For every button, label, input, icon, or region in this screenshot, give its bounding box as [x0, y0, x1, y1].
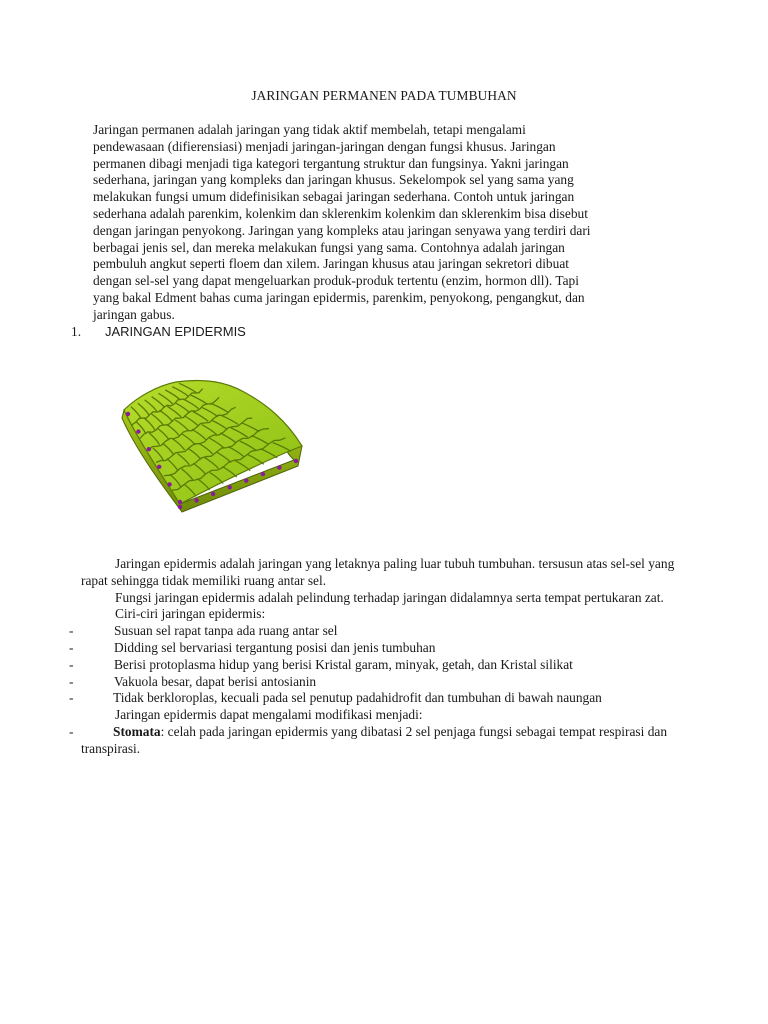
list-item-text: Didding sel bervariasi tergantung posisi dan jenis tumbuhan — [114, 639, 436, 655]
list-item-text: Tidak berkloroplas, kecuali pada sel penutup padahidrofit dan tumbuhan di bawah naungan — [113, 690, 602, 706]
intro-line: permanen dibagi menjadi tiga kategori tergantung struktur dan fungsinya. Yakni jaringan — [93, 155, 569, 171]
cell-nucleus — [178, 500, 182, 504]
cell-nucleus — [147, 447, 151, 451]
paragraph-characteristics-intro: Ciri-ciri jaringan epidermis: — [115, 606, 266, 622]
list-item-stomata — [69, 723, 681, 758]
bullet-marker: - — [69, 690, 74, 706]
intro-line: berbagai jenis sel, dan mereka melakukan fungsi yang sama. Contohnya adalah jaringan — [93, 239, 565, 255]
cell-nucleus — [136, 429, 140, 433]
list-item — [69, 623, 681, 640]
cell-nucleus — [261, 472, 265, 476]
list-item — [69, 673, 681, 691]
cell-nucleus — [126, 412, 130, 416]
list-item-text: Susuan sel rapat tanpa ada ruang antar sel — [114, 623, 338, 639]
intro-line: Jaringan permanen adalah jaringan yang tidak aktif membelah, tetapi mengalami — [93, 122, 526, 137]
list-item — [69, 656, 681, 674]
cell-nucleus — [178, 505, 182, 509]
paragraph-definition: Jaringan epidermis adalah jaringan yang letaknya paling luar tubuh tumbuhan. tersusun atas sel-sel yang rapat sehingga tidak memiliki ruang antar sel. — [81, 556, 675, 588]
bullet-marker: - — [69, 723, 74, 739]
list-item — [69, 690, 681, 707]
intro-line: melakukan fungsi umum didefinisikan sebagai jaringan sederhana. Contoh untuk jaringan — [93, 189, 575, 205]
intro-line: sederhana, jaringan yang kompleks dan jaringan khusus. Sekelompok sel yang sama yang — [93, 172, 574, 188]
intro-line: pendewasaan (difierensiasi) menjadi jaringan-jaringan dengan fungsi khusus. Jaringan — [93, 138, 556, 154]
list-item-text: Vakuola besar, dapat berisi antosianin — [114, 673, 317, 689]
cell-nucleus — [194, 498, 198, 502]
intro-line: dengan jaringan penyokong. Jaringan yang kompleks atau jaringan senyawa yang terdiri dari — [93, 222, 591, 238]
paragraph-modification: Jaringan epidermis dapat mengalami modifikasi menjadi: — [115, 707, 423, 723]
stomata-description: : celah pada jaringan epidermis yang dibatasi 2 sel penjaga fungsi sebagai tempat respirasi dan transpirasi. — [81, 723, 668, 756]
list-item — [69, 639, 681, 657]
cell-nucleus — [211, 492, 215, 496]
characteristics-list — [69, 623, 681, 707]
section-title: JARINGAN EPIDERMIS — [105, 324, 246, 339]
epidermis-cells-svg — [116, 376, 310, 516]
list-item-text: Berisi protoplasma hidup yang berisi Kristal garam, minyak, getah, dan Kristal silikat — [114, 656, 573, 672]
bullet-marker: - — [69, 639, 74, 655]
cell-nucleus — [294, 459, 298, 463]
cell-nucleus — [167, 482, 171, 486]
cell-nucleus — [157, 465, 161, 469]
intro-line: dengan sel-sel yang dapat mengeluarkan produk-produk tertentu (enzim, hormon dll). Tapi — [93, 273, 579, 289]
intro-line: jaringan gabus. — [93, 306, 175, 322]
bullet-marker: - — [69, 656, 74, 672]
section-number: 1. — [71, 324, 82, 339]
cell-nucleus — [244, 479, 248, 483]
document-title: JARINGAN PERMANEN PADA TUMBUHAN — [251, 88, 517, 103]
section-heading-epidermis — [71, 324, 671, 341]
epidermis-tissue-illustration — [116, 376, 310, 516]
cell-nucleus — [277, 465, 281, 469]
intro-line: pembuluh angkut seperti floem dan xilem. Jaringan khusus atau jaringan sekretori dibuat — [93, 256, 569, 272]
bullet-marker: - — [69, 623, 74, 639]
bullet-marker: - — [69, 673, 74, 689]
intro-line: yang bakal Edment bahas cuma jaringan epidermis, parenkim, penyokong, pengangkut, dan — [93, 289, 585, 305]
cell-nucleus — [228, 485, 232, 489]
intro-paragraph — [93, 122, 673, 324]
intro-line: sederhana adalah parenkim, kolenkim dan sklerenkim kolenkim dan sklerenkim bisa disebut — [93, 205, 588, 221]
paragraph-function: Fungsi jaringan epidermis adalah pelindung terhadap jaringan didalamnya serta tempat pertukaran zat. — [115, 589, 664, 605]
epidermis-text — [69, 556, 681, 758]
stomata-term: Stomata — [113, 723, 161, 739]
